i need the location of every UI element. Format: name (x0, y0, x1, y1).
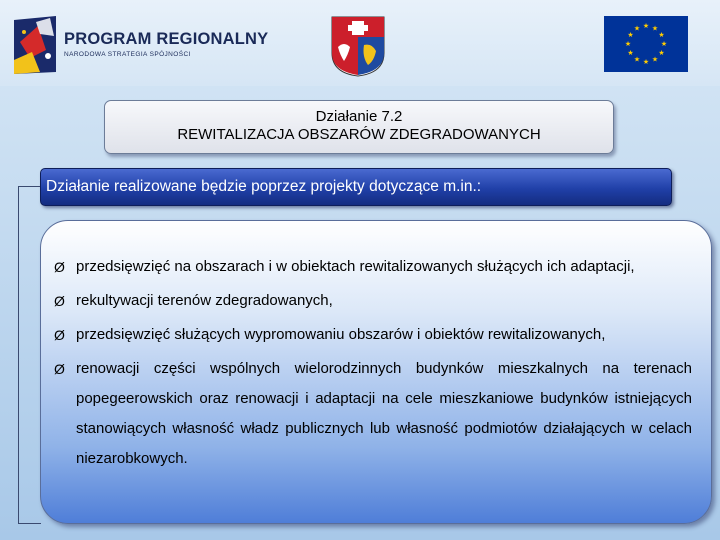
arrow-bullet-icon: Ø (54, 361, 65, 377)
svg-text:★: ★ (642, 58, 650, 66)
svg-text:★: ★ (624, 40, 632, 48)
arrow-bullet-icon: Ø (54, 327, 65, 343)
eu-flag-icon (604, 16, 688, 72)
subtitle-bar: Działanie realizowane będzie poprzez projekty dotyczące m.in.: (40, 168, 672, 206)
svg-text:★: ★ (642, 22, 650, 30)
connector-line (18, 186, 41, 524)
list-item (54, 286, 692, 316)
list-item-text: przedsięwzięć służących wypromowaniu obszarów i obiektów rewitalizowanych, (76, 326, 606, 343)
svg-text:★: ★ (651, 55, 659, 64)
list-item (54, 320, 692, 350)
title-line-2: REWITALIZACJA OBSZARÓW ZDEGRADOWANYCH (177, 126, 541, 143)
list-item-text: przedsięwzięć na obszarach i w obiektach rewitalizowanych służących ich adaptacji, (76, 258, 635, 275)
list-item-text: renowacji części wspólnych wielorodzinnych budynków mieszkalnych na terenach popegeerowskich oraz renowacji i adaptacji na cele mieszkaniowe budynków istniejących stanowiących własność władz publicznych lub własność podmiotów działających w celach niezarobkowych. (76, 360, 692, 467)
logo-title: PROGRAM REGIONALNY (64, 30, 269, 48)
podkarpackie-crest-icon (330, 15, 386, 77)
title-line-1: Działanie 7.2 (315, 108, 403, 125)
list-item-text: rekultywacji terenów zdegradowanych, (76, 292, 333, 309)
bullet-list (54, 252, 692, 478)
arrow-bullet-icon: Ø (54, 293, 65, 309)
svg-text:★: ★ (658, 31, 665, 39)
svg-text:★: ★ (651, 24, 659, 33)
title-box (104, 100, 614, 154)
svg-text:★: ★ (627, 49, 634, 57)
list-item (54, 252, 692, 282)
list-item (54, 354, 692, 474)
arrow-bullet-icon: Ø (54, 259, 65, 275)
svg-text:★: ★ (633, 24, 641, 33)
svg-text:★: ★ (660, 40, 668, 48)
svg-text:★: ★ (633, 55, 641, 64)
svg-text:★: ★ (627, 31, 634, 39)
svg-text:★: ★ (658, 49, 665, 57)
logo-subtitle: NARODOWA STRATEGIA SPÓJNOŚCI (64, 51, 191, 58)
